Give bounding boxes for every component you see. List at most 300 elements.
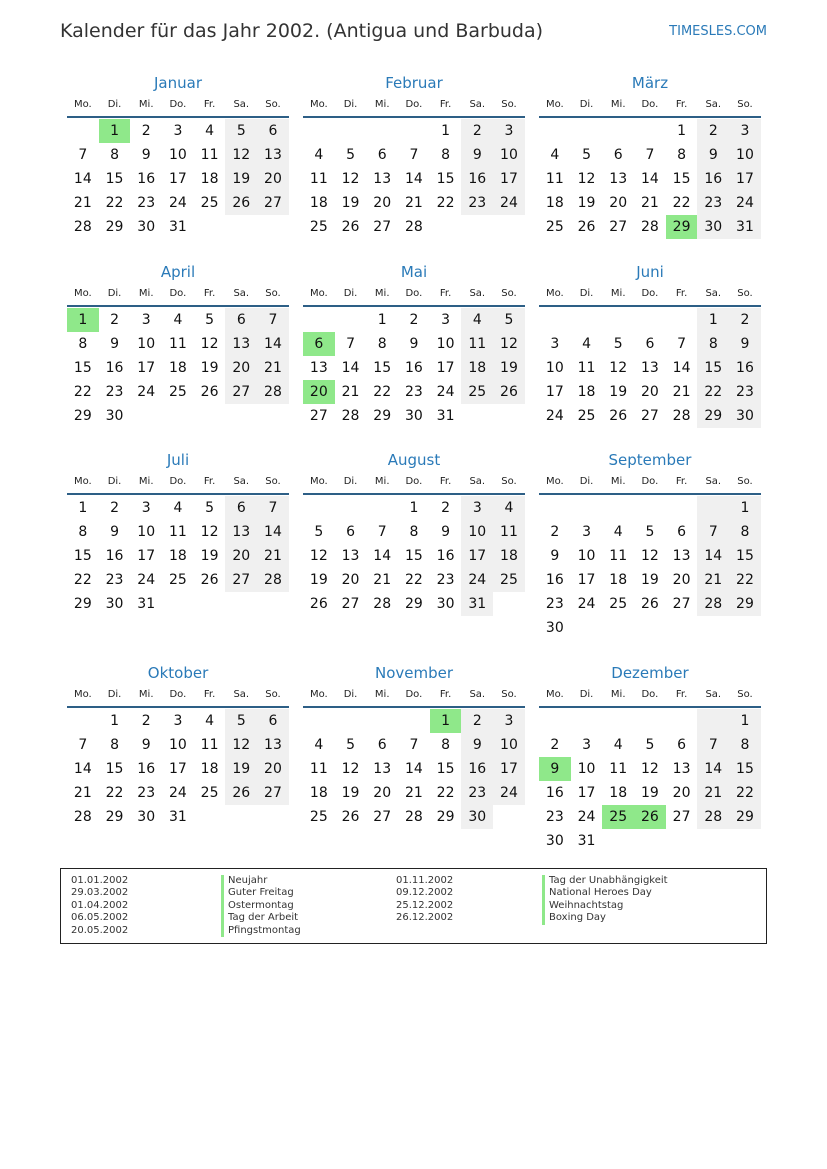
day-cell: 2 [141, 123, 151, 139]
day-cell: 10 [577, 548, 596, 564]
day-cell: 16 [105, 360, 124, 376]
day-cell: 9 [729, 332, 761, 356]
day-cell: 21 [257, 356, 289, 380]
day-cell: 30 [105, 596, 124, 612]
weekday-header [67, 684, 289, 708]
empty-day-cell [194, 404, 226, 428]
day-cell: 8 [441, 147, 451, 163]
day-cell: 18 [168, 548, 187, 564]
day-cell: 2 [550, 524, 560, 540]
day-cell: 5 [225, 119, 257, 143]
day-cell: 24 [545, 408, 564, 424]
day-cell: 13 [373, 171, 392, 187]
weekday-label: Mo. [545, 476, 564, 487]
empty-day-cell [366, 709, 398, 733]
empty-day-cell [461, 215, 493, 239]
empty-day-cell [225, 592, 257, 616]
weekday-label: So. [501, 99, 517, 110]
day-cell: 26 [640, 596, 659, 612]
day-cell: 21 [404, 195, 423, 211]
day-grid [67, 496, 289, 616]
day-cell: 2 [441, 500, 451, 516]
day-cell: 28 [73, 219, 92, 235]
day-cell: 25 [609, 596, 628, 612]
day-cell: 10 [493, 143, 525, 167]
weekday-label: Sa. [233, 476, 250, 487]
day-cell: 17 [577, 572, 596, 588]
month-10 [303, 662, 525, 829]
day-cell: 4 [613, 524, 623, 540]
weekday-label: Fr. [203, 288, 216, 299]
day-cell: 30 [137, 809, 156, 825]
day-cell: 26 [309, 596, 328, 612]
day-cell: 3 [582, 524, 591, 540]
day-cell: 10 [545, 360, 564, 376]
empty-day-cell [430, 215, 462, 239]
weekday-label: Mo. [309, 288, 328, 299]
day-cell: 15 [729, 544, 761, 568]
weekday-label: Mi. [138, 689, 154, 700]
empty-day-cell [67, 709, 99, 733]
day-cell: 14 [640, 171, 659, 187]
weekday-label: Fr. [439, 476, 452, 487]
empty-day-cell [335, 119, 367, 143]
day-cell: 25 [168, 384, 187, 400]
legend-dates-col-2 [396, 875, 453, 925]
day-cell: 18 [200, 761, 219, 777]
month-1 [303, 72, 525, 239]
month-0 [67, 72, 289, 239]
day-cell: 28 [672, 408, 691, 424]
month-3 [67, 261, 289, 428]
day-cell: 6 [346, 524, 355, 540]
holiday-day-cell: 6 [303, 332, 335, 356]
day-cell: 7 [377, 524, 387, 540]
day-cell: 15 [729, 757, 761, 781]
day-cell: 28 [404, 809, 423, 825]
empty-day-cell [225, 805, 257, 829]
day-cell: 29 [404, 596, 423, 612]
empty-day-cell [697, 829, 729, 853]
day-cell: 20 [640, 384, 659, 400]
day-cell: 17 [545, 384, 564, 400]
weekday-label: So. [737, 689, 753, 700]
day-cell: 1 [110, 713, 119, 729]
day-cell: 28 [697, 805, 729, 829]
weekday-label: Fr. [203, 476, 216, 487]
day-cell: 17 [493, 757, 525, 781]
weekday-label: Di. [579, 689, 594, 700]
day-cell: 12 [200, 524, 219, 540]
day-cell: 21 [404, 785, 423, 801]
day-cell: 12 [640, 548, 659, 564]
day-cell: 5 [582, 147, 591, 163]
day-cell: 17 [137, 548, 156, 564]
day-cell: 4 [550, 147, 560, 163]
weekday-header [539, 283, 761, 307]
day-cell: 6 [613, 147, 623, 163]
month-11 [539, 662, 761, 853]
day-grid [303, 709, 525, 829]
day-cell: 17 [729, 167, 761, 191]
empty-day-cell [602, 709, 634, 733]
day-cell: 3 [493, 119, 525, 143]
day-cell: 8 [729, 733, 761, 757]
day-cell: 13 [309, 360, 328, 376]
empty-day-cell [335, 496, 367, 520]
empty-day-cell [539, 496, 571, 520]
legend-dates-col-1 [71, 875, 128, 937]
day-cell: 1 [78, 500, 88, 516]
weekday-label: Sa. [233, 99, 250, 110]
day-cell: 8 [441, 737, 451, 753]
day-grid [303, 496, 525, 616]
day-cell: 7 [409, 737, 419, 753]
day-cell: 22 [729, 568, 761, 592]
day-cell: 12 [493, 332, 525, 356]
weekday-label: Do. [169, 99, 187, 110]
weekday-label: Mo. [545, 288, 564, 299]
day-cell: 3 [461, 496, 493, 520]
day-cell: 30 [697, 215, 729, 239]
day-cell: 24 [168, 785, 187, 801]
month-name: März [631, 74, 669, 92]
day-cell: 14 [672, 360, 691, 376]
day-cell: 26 [341, 809, 360, 825]
empty-day-cell [571, 496, 603, 520]
legend-holiday-name: Guter Freitag [221, 887, 301, 899]
day-cell: 8 [110, 147, 119, 163]
day-cell: 8 [729, 520, 761, 544]
legend-holiday-name: Tag der Unabhängigkeit [542, 875, 668, 887]
day-cell: 9 [550, 548, 560, 564]
day-cell: 26 [493, 380, 525, 404]
day-cell: 16 [729, 356, 761, 380]
day-cell: 4 [493, 496, 525, 520]
legend-names-col-2 [542, 875, 668, 925]
day-cell: 28 [341, 408, 360, 424]
month-name: November [374, 664, 454, 682]
day-cell: 27 [257, 781, 289, 805]
day-cell: 16 [137, 171, 156, 187]
day-cell: 12 [309, 548, 328, 564]
day-cell: 10 [436, 336, 455, 352]
month-6 [67, 449, 289, 616]
month-name: Februar [385, 74, 443, 92]
weekday-label: So. [737, 288, 753, 299]
day-cell: 10 [137, 336, 156, 352]
day-cell: 2 [110, 312, 119, 328]
day-cell: 16 [436, 548, 455, 564]
legend-holiday-name: National Heroes Day [542, 887, 668, 899]
legend-date: 26.12.2002 [396, 912, 454, 924]
day-cell: 6 [377, 737, 387, 753]
weekday-label: So. [265, 288, 281, 299]
day-cell: 5 [346, 737, 355, 753]
weekday-label: Mi. [610, 288, 626, 299]
weekday-label: Fr. [439, 99, 452, 110]
day-cell: 8 [78, 336, 88, 352]
weekday-header [67, 283, 289, 307]
day-cell: 1 [677, 123, 687, 139]
day-cell: 4 [461, 308, 493, 332]
day-cell: 31 [137, 596, 156, 612]
day-cell: 25 [493, 568, 525, 592]
empty-day-cell [335, 709, 367, 733]
weekday-label: Mi. [138, 288, 154, 299]
day-cell: 22 [436, 195, 455, 211]
day-cell: 3 [173, 123, 183, 139]
day-cell: 25 [168, 572, 187, 588]
day-cell: 9 [461, 143, 493, 167]
day-cell: 31 [168, 809, 187, 825]
empty-day-cell [634, 709, 666, 733]
empty-day-cell [67, 119, 99, 143]
day-cell: 19 [609, 384, 628, 400]
month-7 [303, 449, 525, 616]
empty-day-cell [634, 119, 666, 143]
day-cell: 19 [640, 572, 659, 588]
day-cell: 19 [225, 167, 257, 191]
day-grid [67, 709, 289, 829]
day-cell: 1 [729, 709, 761, 733]
day-cell: 5 [645, 524, 655, 540]
day-cell: 31 [577, 833, 596, 849]
day-cell: 26 [609, 408, 628, 424]
weekday-header [67, 471, 289, 495]
day-cell: 23 [137, 785, 156, 801]
day-cell: 23 [545, 809, 564, 825]
weekday-label: Fr. [675, 99, 688, 110]
month-name: Oktober [147, 664, 209, 682]
day-cell: 2 [697, 119, 729, 143]
day-cell: 29 [105, 809, 124, 825]
day-cell: 14 [697, 544, 729, 568]
day-cell: 2 [141, 713, 151, 729]
day-cell: 21 [640, 195, 659, 211]
weekday-label: Di. [107, 288, 122, 299]
day-cell: 12 [577, 171, 596, 187]
weekday-label: Mi. [610, 689, 626, 700]
day-cell: 18 [309, 195, 328, 211]
day-cell: 2 [409, 312, 419, 328]
empty-day-cell [257, 805, 289, 829]
holiday-day-cell: 26 [634, 805, 666, 829]
empty-day-cell [257, 592, 289, 616]
day-cell: 26 [225, 191, 257, 215]
weekday-label: Do. [405, 476, 423, 487]
day-grid [539, 308, 761, 428]
day-cell: 20 [225, 544, 257, 568]
day-cell: 19 [493, 356, 525, 380]
day-cell: 7 [697, 520, 729, 544]
empty-day-cell [303, 308, 335, 332]
day-cell: 13 [373, 761, 392, 777]
legend-holiday-name: Neujahr [221, 875, 301, 887]
empty-day-cell [571, 308, 603, 332]
weekday-label: Di. [579, 288, 594, 299]
day-cell: 27 [640, 408, 659, 424]
day-cell: 2 [550, 737, 560, 753]
legend-holiday-name: Pfingstmontag [221, 925, 301, 937]
day-cell: 8 [377, 336, 387, 352]
day-cell: 7 [78, 737, 88, 753]
holiday-day-cell: 25 [602, 805, 634, 829]
weekday-label: Sa. [233, 689, 250, 700]
day-cell: 14 [404, 171, 423, 187]
day-cell: 24 [577, 809, 596, 825]
day-cell: 20 [225, 356, 257, 380]
day-cell: 11 [609, 548, 628, 564]
day-cell: 4 [205, 123, 215, 139]
day-cell: 8 [409, 524, 419, 540]
day-cell: 14 [697, 757, 729, 781]
day-cell: 23 [404, 384, 423, 400]
day-cell: 3 [441, 312, 451, 328]
day-cell: 29 [436, 809, 455, 825]
day-cell: 25 [309, 809, 328, 825]
day-cell: 5 [346, 147, 355, 163]
empty-day-cell [162, 404, 194, 428]
day-cell: 28 [404, 219, 423, 235]
day-cell: 12 [341, 761, 360, 777]
day-cell: 20 [257, 167, 289, 191]
day-cell: 1 [729, 496, 761, 520]
weekday-header [303, 684, 525, 708]
day-cell: 12 [640, 761, 659, 777]
day-cell: 14 [73, 761, 92, 777]
day-cell: 28 [257, 380, 289, 404]
page-title: Kalender für das Jahr 2002. (Antigua und Barbuda) [60, 20, 544, 42]
day-cell: 9 [409, 336, 419, 352]
legend-holiday-name: Tag der Arbeit [221, 912, 301, 924]
weekday-label: Mo. [73, 288, 92, 299]
day-cell: 27 [373, 219, 392, 235]
day-cell: 23 [461, 191, 493, 215]
day-cell: 31 [729, 215, 761, 239]
day-cell: 15 [105, 761, 124, 777]
weekday-label: Mi. [610, 476, 626, 487]
day-cell: 3 [550, 336, 560, 352]
day-cell: 13 [672, 548, 691, 564]
day-cell: 29 [697, 404, 729, 428]
empty-day-cell [602, 308, 634, 332]
day-cell: 22 [672, 195, 691, 211]
weekday-label: Sa. [233, 288, 250, 299]
day-cell: 13 [257, 733, 289, 757]
day-cell: 3 [141, 500, 151, 516]
weekday-label: Di. [579, 99, 594, 110]
day-cell: 22 [404, 572, 423, 588]
weekday-header [539, 684, 761, 708]
day-cell: 3 [582, 737, 591, 753]
day-cell: 26 [225, 781, 257, 805]
day-cell: 5 [225, 709, 257, 733]
day-cell: 4 [314, 147, 324, 163]
day-cell: 24 [577, 596, 596, 612]
empty-day-cell [571, 616, 603, 640]
weekday-label: Fr. [675, 288, 688, 299]
legend-holiday-name: Boxing Day [542, 912, 668, 924]
day-cell: 7 [677, 336, 687, 352]
day-cell: 11 [168, 524, 187, 540]
weekday-label: Do. [405, 288, 423, 299]
day-cell: 5 [314, 524, 324, 540]
weekday-label: Di. [343, 288, 358, 299]
empty-day-cell [398, 119, 430, 143]
brand-link[interactable]: TIMESLES.COM [669, 24, 767, 39]
holiday-day-cell: 1 [99, 119, 131, 143]
empty-day-cell [366, 119, 398, 143]
day-cell: 25 [461, 380, 493, 404]
day-cell: 14 [73, 171, 92, 187]
day-cell: 3 [493, 709, 525, 733]
day-cell: 28 [257, 568, 289, 592]
day-cell: 16 [105, 548, 124, 564]
weekday-label: Fr. [439, 288, 452, 299]
day-cell: 6 [257, 709, 289, 733]
day-grid [539, 709, 761, 853]
empty-day-cell [257, 215, 289, 239]
day-cell: 17 [168, 761, 187, 777]
day-cell: 1 [377, 312, 387, 328]
day-cell: 20 [672, 785, 691, 801]
weekday-label: Di. [107, 689, 122, 700]
day-cell: 2 [110, 500, 119, 516]
weekday-label: Do. [641, 476, 659, 487]
day-cell: 28 [697, 592, 729, 616]
weekday-label: So. [501, 689, 517, 700]
day-cell: 12 [200, 336, 219, 352]
day-cell: 15 [672, 171, 691, 187]
day-cell: 12 [225, 733, 257, 757]
day-cell: 2 [461, 119, 493, 143]
day-cell: 10 [168, 737, 187, 753]
weekday-label: Sa. [705, 689, 722, 700]
day-cell: 11 [461, 332, 493, 356]
day-cell: 9 [110, 336, 119, 352]
day-cell: 7 [257, 496, 289, 520]
day-cell: 5 [493, 308, 525, 332]
day-cell: 22 [729, 781, 761, 805]
day-cell: 5 [645, 737, 655, 753]
day-cell: 16 [461, 757, 493, 781]
day-cell: 20 [341, 572, 360, 588]
day-cell: 23 [697, 191, 729, 215]
day-cell: 14 [257, 520, 289, 544]
day-cell: 4 [205, 713, 215, 729]
empty-day-cell [666, 496, 698, 520]
empty-day-cell [666, 616, 698, 640]
month-name: Mai [400, 263, 428, 281]
legend-date: 29.03.2002 [71, 887, 129, 899]
weekday-label: Mo. [309, 99, 328, 110]
empty-day-cell [539, 709, 571, 733]
empty-day-cell [571, 119, 603, 143]
day-cell: 10 [729, 143, 761, 167]
day-cell: 17 [137, 360, 156, 376]
weekday-label: Di. [343, 99, 358, 110]
empty-day-cell [634, 616, 666, 640]
empty-day-cell [571, 709, 603, 733]
holiday-day-cell: 1 [67, 308, 99, 332]
day-cell: 30 [404, 408, 423, 424]
empty-day-cell [602, 496, 634, 520]
day-cell: 28 [640, 219, 659, 235]
day-cell: 6 [677, 737, 687, 753]
day-cell: 26 [577, 219, 596, 235]
day-cell: 2 [729, 308, 761, 332]
